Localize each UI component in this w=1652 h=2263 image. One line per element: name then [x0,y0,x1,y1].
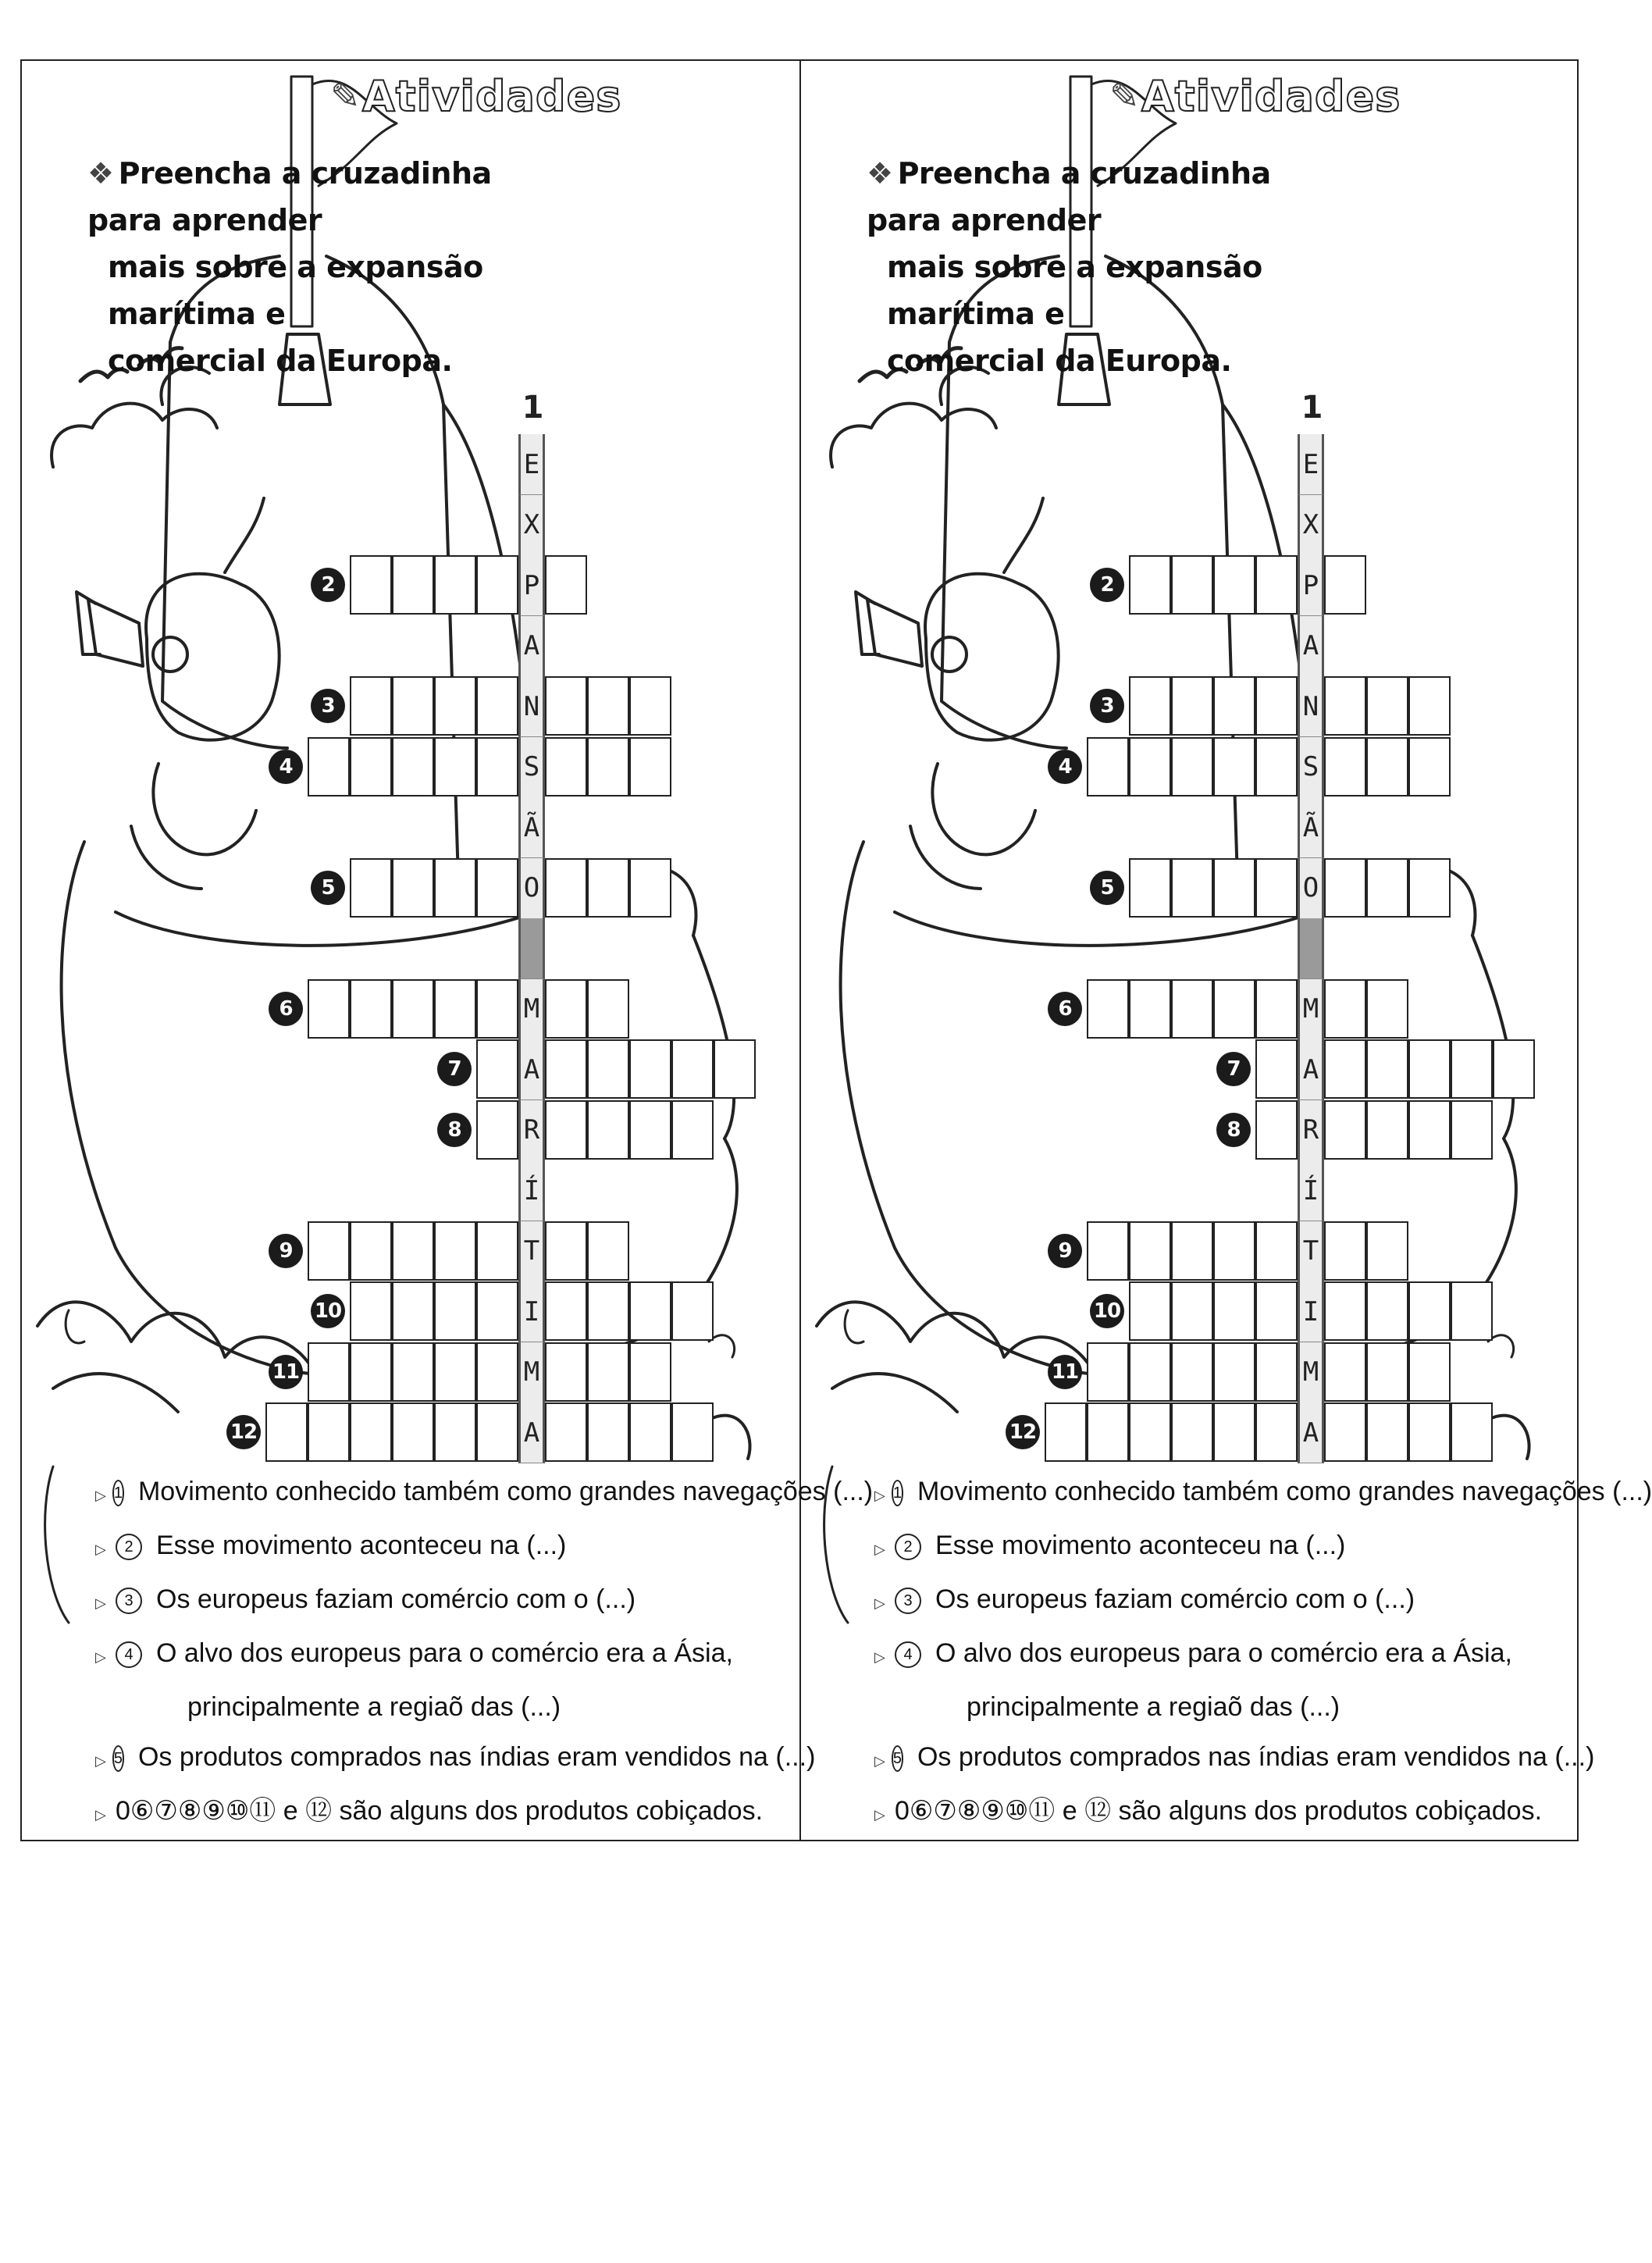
clue-number-badge: 2 [1090,568,1124,602]
crossword-cell[interactable] [1129,555,1171,615]
crossword-cell[interactable] [1129,979,1171,1039]
crossword-cell[interactable] [1129,1281,1171,1341]
crossword-cell[interactable] [545,979,587,1039]
vertical-word-cell[interactable]: M [518,979,545,1040]
clue-number-badge: 5 [1090,871,1124,905]
crossword-cell[interactable] [587,1402,629,1462]
clue-number-1: 1 [1301,390,1323,426]
clue-text: Os europeus faziam comércio com o (...) [935,1584,1415,1614]
clue-number: 5 [112,1745,124,1772]
crossword-cell[interactable] [392,555,434,615]
triangle-icon: ▷ [874,1649,885,1665]
clue-number-badge: 11 [1048,1355,1082,1389]
crossword-cell[interactable] [1213,1402,1255,1462]
clue-text: Movimento conhecido também como grandes navegações (...) [137,1477,874,1506]
triangle-icon: ▷ [95,1488,106,1503]
crossword-cell[interactable] [1255,1100,1298,1160]
crossword-cell[interactable] [587,737,629,797]
crossword-cell[interactable] [1129,737,1171,797]
crossword-cell[interactable] [1255,858,1298,918]
vertical-word-cell[interactable]: S [1298,737,1324,798]
crossword-cell[interactable] [1255,1342,1298,1402]
clue-number: 4 [116,1641,142,1668]
crossword-cell[interactable] [392,737,434,797]
crossword-cell[interactable] [1255,676,1298,736]
clue-text: principalmente a regiaõ das (...) [187,1692,561,1722]
triangle-icon: ▷ [95,1753,106,1769]
crossword-cell[interactable] [1408,737,1451,797]
triangle-icon: ▷ [874,1807,885,1823]
clue-number-badge: 4 [269,750,303,784]
crossword-cell[interactable] [1171,1281,1213,1341]
clue-item [95,1628,782,1682]
clue-item [95,1466,874,1520]
crossword-cell[interactable] [350,1281,392,1341]
crossword-cell[interactable] [1324,858,1366,918]
vertical-word-cell[interactable]: P [518,555,545,616]
clue-number: 4 [895,1641,921,1668]
instruction-line-3: comercial da Europa. [887,344,1232,378]
crossword-cell[interactable] [350,858,392,918]
clue-text: Os europeus faziam comércio com o (...) [156,1584,636,1614]
crossword-cell[interactable] [671,1402,714,1462]
crossword-cell[interactable] [434,676,476,736]
crossword-cell[interactable] [1324,1221,1366,1281]
crossword-cell[interactable] [1493,1039,1535,1099]
crossword-cell[interactable] [1171,555,1213,615]
crossword-cell[interactable] [476,858,518,918]
vertical-word-cell[interactable] [1298,918,1324,979]
crossword-cell[interactable] [476,555,518,615]
crossword-cell[interactable] [1213,555,1255,615]
crossword-cell[interactable] [1366,1342,1408,1402]
crossword-cell[interactable] [587,1100,629,1160]
triangle-icon: ▷ [874,1541,885,1557]
crossword-cell[interactable] [476,737,518,797]
crossword-cell[interactable] [1087,979,1129,1039]
worksheet-title: Atividades [1141,72,1401,121]
clue-number-badge: 9 [1048,1234,1082,1268]
clue-number-badge: 11 [269,1355,303,1389]
instructions [867,150,1351,384]
crossword-cell[interactable] [629,737,671,797]
clue-text: Movimento conhecido também como grandes navegações (...) [917,1477,1652,1506]
vertical-word-cell[interactable]: O [518,858,545,919]
crossword-cell[interactable] [1213,858,1255,918]
crossword-cell[interactable] [1171,1221,1213,1281]
clue-number: 2 [895,1534,921,1560]
crossword-cell[interactable] [545,676,587,736]
crossword-cell[interactable] [545,1402,587,1462]
vertical-word-cell[interactable]: S [518,737,545,798]
instruction-line-1: Preencha a cruzadinha para aprender [867,156,1271,237]
clue-number-badge: 3 [311,689,345,723]
crossword-cell[interactable] [1129,1221,1171,1281]
crossword-cell[interactable] [1366,676,1408,736]
clue-number-1: 1 [522,390,543,426]
crossword-cell[interactable] [629,858,671,918]
crossword-cell[interactable] [1451,1100,1493,1160]
crossword-cell[interactable] [1324,676,1366,736]
crossword-cell[interactable] [629,676,671,736]
clue-text: Esse movimento aconteceu na (...) [156,1531,567,1560]
crossword-cell[interactable] [1324,555,1366,615]
crossword-cell[interactable] [1366,979,1408,1039]
crossword-cell[interactable] [392,676,434,736]
crossword-cell[interactable] [1255,1281,1298,1341]
crossword-cell[interactable] [1324,1402,1366,1462]
crossword-cell[interactable] [1324,1039,1366,1099]
clue-number: 5 [892,1745,903,1772]
crossword-cell[interactable] [629,1039,671,1099]
crossword-cell[interactable] [1045,1402,1087,1462]
crossword-cell[interactable] [476,1221,518,1281]
crossword-cell[interactable] [476,1281,518,1341]
clue-number-badge: 2 [311,568,345,602]
clue-number-badge: 9 [269,1234,303,1268]
vertical-word-cell[interactable]: T [518,1221,545,1282]
crossword-cell[interactable] [1087,1402,1129,1462]
clue-number: 1 [892,1480,903,1506]
crossword-cell[interactable] [392,1402,434,1462]
crossword-cell[interactable] [1129,1342,1171,1402]
crossword-cell[interactable] [434,737,476,797]
clue-text: Os produtos comprados nas índias eram vendidos na (...) [137,1742,816,1772]
crossword-cell[interactable] [308,1221,350,1281]
clue-item [874,1466,1652,1520]
vertical-word-cell[interactable]: X [1298,495,1324,556]
vertical-word-cell[interactable]: A [1298,1039,1324,1100]
crossword-cell[interactable] [1129,1402,1171,1462]
crossword-cell[interactable] [1451,1402,1493,1462]
crossword-cell[interactable] [1366,858,1408,918]
clue-text: 0⑥⑦⑧⑨⑩⑪ e ⑫ são alguns dos produtos cobiçados. [895,1796,1543,1826]
clue-text: 0⑥⑦⑧⑨⑩⑪ e ⑫ são alguns dos produtos cobiçados. [116,1796,764,1826]
crossword-cell[interactable] [1129,858,1171,918]
vertical-word-cell[interactable]: A [518,1039,545,1100]
clue-number-badge: 6 [1048,992,1082,1026]
clue-text: O alvo dos europeus para o comércio era a Ásia, [156,1638,733,1668]
crossword-cell[interactable] [1366,1039,1408,1099]
vertical-word-cell[interactable]: I [1298,1281,1324,1342]
crossword-cell[interactable] [392,1281,434,1341]
crossword-cell[interactable] [1087,1342,1129,1402]
triangle-icon: ▷ [874,1488,885,1503]
crossword-cell[interactable] [1408,1402,1451,1462]
crossword-cell[interactable] [434,1221,476,1281]
vertical-word-cell[interactable]: N [518,676,545,737]
crossword-cell[interactable] [1324,1100,1366,1160]
crossword-cell[interactable] [587,979,629,1039]
clue-item [874,1574,1561,1628]
crossword-cell[interactable] [1408,858,1451,918]
crossword-cell[interactable] [350,1221,392,1281]
crossword-cell[interactable] [587,1221,629,1281]
crossword-cell[interactable] [350,555,392,615]
crossword-cell[interactable] [545,1100,587,1160]
crossword-cell[interactable] [671,1039,714,1099]
vertical-word-cell[interactable]: N [1298,676,1324,737]
crossword-cell[interactable] [545,1342,587,1402]
crossword-cell[interactable] [714,1039,756,1099]
vertical-word-cell[interactable]: T [1298,1221,1324,1282]
clue-number-badge: 7 [437,1052,472,1086]
clue-item [95,1786,782,1840]
clue-item [95,1520,782,1574]
triangle-icon: ▷ [95,1807,106,1823]
crossword-cell[interactable] [629,1342,671,1402]
clue-item [874,1732,1595,1786]
crossword-cell[interactable] [434,1342,476,1402]
crossword-cell[interactable] [1171,676,1213,736]
crossword-cell[interactable] [392,1342,434,1402]
crossword-cell[interactable] [1255,1221,1298,1281]
crossword-cell[interactable] [671,1281,714,1341]
clue-number: 3 [895,1588,921,1614]
vertical-word-cell[interactable]: A [1298,1402,1324,1463]
crossword-cell[interactable] [545,858,587,918]
crossword-cell[interactable] [392,1221,434,1281]
crossword-cell[interactable] [1324,737,1366,797]
clue-text: Os produtos comprados nas índias eram vendidos na (...) [917,1742,1595,1772]
pencil-icon: ✎ [1109,75,1140,117]
crossword-cell[interactable] [1366,737,1408,797]
crossword-cell[interactable] [1255,555,1298,615]
crossword-cell[interactable] [476,1100,518,1160]
crossword-cell[interactable] [587,1342,629,1402]
clue-number-badge: 4 [1048,750,1082,784]
triangle-icon: ▷ [95,1595,106,1611]
clue-number-badge: 8 [1216,1113,1251,1147]
crossword-cell[interactable] [434,555,476,615]
crossword-cell[interactable] [434,979,476,1039]
crossword-cell[interactable] [308,1342,350,1402]
crossword-cell[interactable] [629,1281,671,1341]
crossword-cell[interactable] [671,1100,714,1160]
clue-item [95,1574,782,1628]
crossword-cell[interactable] [1171,1402,1213,1462]
crossword-cell[interactable] [1087,737,1129,797]
worksheet-panel-left [22,61,874,1840]
crossword-cell[interactable] [434,858,476,918]
crossword-cell[interactable] [308,1402,350,1462]
crossword-cell[interactable] [476,1039,518,1099]
clue-number-badge: 3 [1090,689,1124,723]
vertical-word-cell[interactable]: E [518,434,545,495]
crossword-cell[interactable] [1366,1100,1408,1160]
vertical-word-cell[interactable]: O [1298,858,1324,919]
clue-list [95,1466,874,1840]
crossword-cell[interactable] [545,1221,587,1281]
vertical-word-cell[interactable]: A [1298,616,1324,677]
vertical-word-cell[interactable]: E [1298,434,1324,495]
vertical-word-cell[interactable]: I [518,1281,545,1342]
crossword-cell[interactable] [545,555,587,615]
pencil-icon: ✎ [330,75,361,117]
vertical-word-cell[interactable]: Í [518,1160,545,1221]
crossword-cell[interactable] [1255,1402,1298,1462]
vertical-word-cell[interactable]: M [518,1342,545,1403]
diamond-bullet-icon: ❖ [867,156,893,191]
diamond-bullet-icon: ❖ [87,156,114,191]
crossword-cell[interactable] [629,1100,671,1160]
crossword-cell[interactable] [350,676,392,736]
crossword-cell[interactable] [1324,979,1366,1039]
vertical-word-cell[interactable] [518,918,545,979]
crossword-cell[interactable] [545,1039,587,1099]
crossword-cell[interactable] [1366,1221,1408,1281]
crossword-cell[interactable] [476,676,518,736]
clue-number-badge: 12 [1006,1415,1040,1449]
clue-number: 3 [116,1588,142,1614]
crossword-cell[interactable] [265,1402,308,1462]
worksheet-panel-right [801,61,1652,1840]
crossword-cell[interactable] [350,1342,392,1402]
clue-text: principalmente a regiaõ das (...) [967,1692,1340,1722]
triangle-icon: ▷ [874,1753,885,1769]
crossword-cell[interactable] [1255,737,1298,797]
crossword-cell[interactable] [350,979,392,1039]
crossword-cell[interactable] [1087,1221,1129,1281]
clue-number-badge: 5 [311,871,345,905]
vertical-word-cell[interactable]: R [1298,1100,1324,1161]
clue-number-badge: 8 [437,1113,472,1147]
crossword-cell[interactable] [1451,1039,1493,1099]
worksheet-title: Atividades [362,72,622,121]
crossword-cell[interactable] [434,1402,476,1462]
clue-number-badge: 7 [1216,1052,1251,1086]
crossword-cell[interactable] [476,1342,518,1402]
triangle-icon: ▷ [95,1649,106,1665]
clue-number-badge: 10 [311,1294,345,1328]
crossword-cell[interactable] [1408,1039,1451,1099]
clue-item [874,1786,1561,1840]
crossword-cell[interactable] [434,1281,476,1341]
instruction-line-2: mais sobre a expansão marítima e [887,250,1262,331]
crossword-cell[interactable] [392,979,434,1039]
vertical-word-cell[interactable]: Ã [1298,797,1324,858]
crossword-cell[interactable] [476,979,518,1039]
clue-number-badge: 6 [269,992,303,1026]
clue-number-badge: 10 [1090,1294,1124,1328]
crossword-cell[interactable] [1213,1281,1255,1341]
crossword-cell[interactable] [1451,1281,1493,1341]
vertical-word-cell[interactable]: X [518,495,545,556]
crossword-cell[interactable] [308,979,350,1039]
crossword-cell[interactable] [1171,979,1213,1039]
crossword-cell[interactable] [350,737,392,797]
crossword-cell[interactable] [1324,1281,1366,1341]
clue-number: 2 [116,1534,142,1560]
crossword-cell[interactable] [1408,1281,1451,1341]
crossword-cell[interactable] [1213,979,1255,1039]
clue-number: 1 [112,1480,124,1506]
crossword-cell[interactable] [1408,1342,1451,1402]
crossword-cell[interactable] [1213,1221,1255,1281]
instructions [87,150,571,384]
vertical-word-cell[interactable]: M [1298,1342,1324,1403]
vertical-word-cell[interactable]: M [1298,979,1324,1040]
crossword-cell[interactable] [1408,1100,1451,1160]
triangle-icon: ▷ [95,1541,106,1557]
clue-number-badge: 12 [226,1415,261,1449]
crossword-cell[interactable] [350,1402,392,1462]
crossword-cell[interactable] [1255,1039,1298,1099]
crossword-cell[interactable] [587,858,629,918]
crossword-cell[interactable] [1171,1342,1213,1402]
instruction-line-3: comercial da Europa. [108,344,453,378]
clue-item [95,1732,816,1786]
crossword-cell[interactable] [545,1281,587,1341]
crossword-cell[interactable] [1129,676,1171,736]
clue-list [874,1466,1652,1840]
crossword-cell[interactable] [1213,1342,1255,1402]
crossword-cell[interactable] [587,1039,629,1099]
clue-text: Esse movimento aconteceu na (...) [935,1531,1346,1560]
crossword-cell[interactable] [1366,1281,1408,1341]
crossword-cell[interactable] [1171,858,1213,918]
clue-item [95,1682,782,1732]
vertical-word-cell[interactable]: R [518,1100,545,1161]
crossword-cell[interactable] [1255,979,1298,1039]
clue-text: O alvo dos europeus para o comércio era a Ásia, [935,1638,1512,1668]
crossword-cell[interactable] [1366,1402,1408,1462]
crossword-cell[interactable] [629,1402,671,1462]
crossword-cell[interactable] [1324,1342,1366,1402]
crossword-cell[interactable] [308,737,350,797]
vertical-word-cell[interactable]: Ã [518,797,545,858]
clue-item [874,1628,1561,1682]
crossword-cell[interactable] [587,676,629,736]
crossword-cell[interactable] [1213,737,1255,797]
vertical-word-cell[interactable]: Í [1298,1160,1324,1221]
crossword-cell[interactable] [476,1402,518,1462]
instruction-line-1: Preencha a cruzadinha para aprender [87,156,492,237]
instruction-line-2: mais sobre a expansão marítima e [108,250,483,331]
crossword-cell[interactable] [392,858,434,918]
crossword-cell[interactable] [587,1281,629,1341]
crossword-cell[interactable] [1171,737,1213,797]
crossword-cell[interactable] [1408,676,1451,736]
vertical-word-cell[interactable]: P [1298,555,1324,616]
triangle-icon: ▷ [874,1595,885,1611]
clue-item [874,1520,1561,1574]
clue-item [874,1682,1561,1732]
vertical-word-cell[interactable]: A [518,616,545,677]
crossword-cell[interactable] [1213,676,1255,736]
vertical-word-cell[interactable]: A [518,1402,545,1463]
crossword-cell[interactable] [545,737,587,797]
